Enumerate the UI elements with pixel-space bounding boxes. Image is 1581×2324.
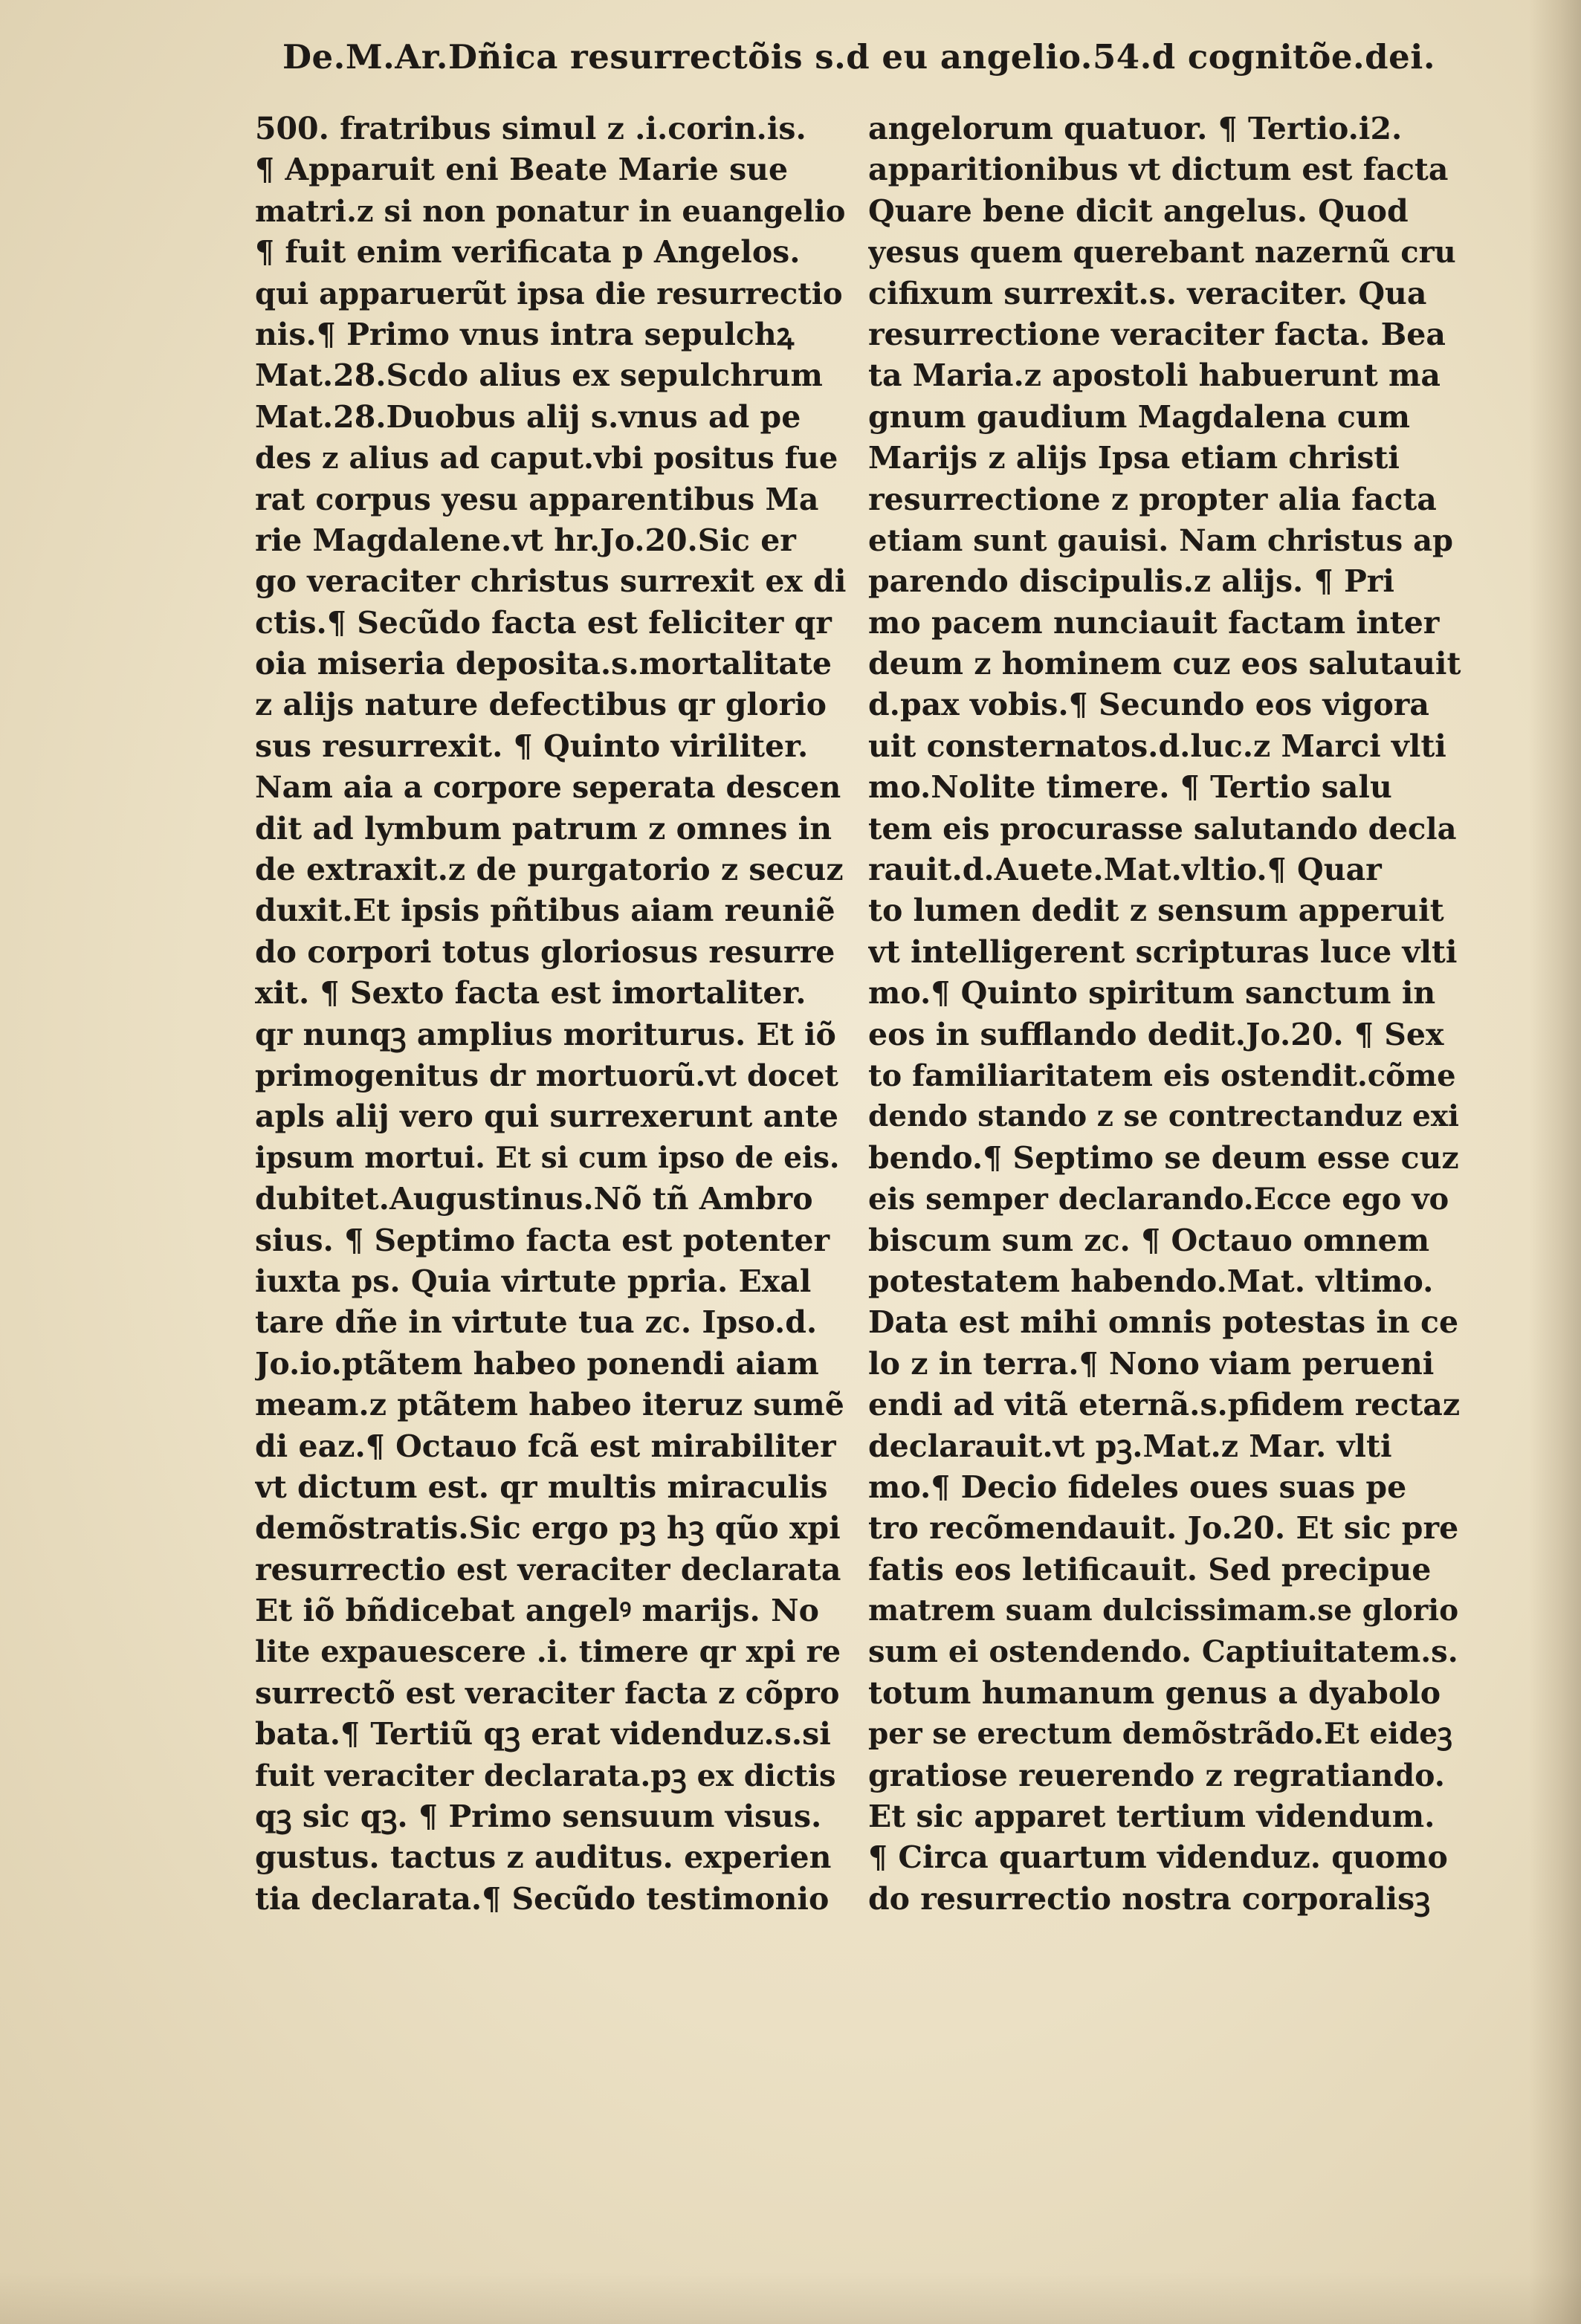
page-edge-shadow <box>1529 0 1581 2324</box>
text-line: vt intelligerent scripturas luce vlti <box>868 933 1458 970</box>
text-column-left <box>255 109 850 1920</box>
text-line: qui apparuerũt ipsa die resurrectio <box>255 276 843 311</box>
text-line: rat corpus yesu apparentibus Ma <box>255 481 819 517</box>
text-line: ¶ Apparuit eni Beate Marie sue <box>255 152 789 188</box>
text-line: yesus quem querebant nazernũ cru <box>868 235 1456 271</box>
text-line: oia miseria deposita.s.mortalitate <box>255 646 832 682</box>
text-line: meam.z ptãtem habeo iteruz sumẽ <box>255 1387 844 1423</box>
text-line: qꝫ sic qꝫ. ¶ Primo sensuum visus. <box>255 1799 822 1835</box>
text-line: Data est mihi omnis potestas in ce <box>868 1304 1459 1341</box>
text-line: angelorum quatuor. ¶ Tertio.i2. <box>868 111 1403 146</box>
text-line: demõstratis.Sic ergo pꝫ hꝫ qũo xpi <box>255 1510 841 1547</box>
text-line: Nam aia a corpore seperata descen <box>255 770 841 806</box>
text-line: rauit.d.Auete.Mat.vltio.¶ Quar <box>868 852 1382 888</box>
text-line: lo z in terra.¶ Nono viam perueni <box>868 1345 1435 1382</box>
text-line: mo pacem nunciauit factam inter <box>868 604 1440 641</box>
text-line: Et sic apparet tertium videndum. <box>868 1799 1435 1835</box>
text-line: tro recõmendauit. Jo.20. Et sic pre <box>868 1510 1459 1547</box>
text-line: primogenitus dr mortuorũ.vt docet <box>255 1058 838 1093</box>
text-line: mo.Nolite timere. ¶ Tertio salu <box>868 769 1392 806</box>
text-line: uit consternatos.d.luc.z Marci vlti <box>868 728 1446 764</box>
text-line: ta Maria.z apostoli habuerunt ma <box>868 357 1441 394</box>
text-line: lite expauescere .i. timere qr xpi re <box>255 1634 841 1670</box>
text-line: mo.¶ Decio fideles oues suas pe <box>868 1469 1407 1505</box>
text-line: Quare bene dicit angelus. Quod <box>868 192 1409 229</box>
text-line: d.pax vobis.¶ Secundo eos vigora <box>868 687 1429 723</box>
text-line: endi ad vitã eternã.s.pfidem rectaz <box>868 1387 1461 1423</box>
text-line: eis semper declarando.Ecce ego vo <box>868 1182 1449 1217</box>
text-line: tare dñe in virtute tua zc. Ipso.d. <box>255 1304 818 1341</box>
text-line: gnum gaudium Magdalena cum <box>868 398 1411 435</box>
text-line: declarauit.vt pꝫ.Mat.z Mar. vlti <box>868 1428 1392 1464</box>
text-line: apparitionibus vt dictum est facta <box>868 152 1449 188</box>
text-line: apls alij vero qui surrexerunt ante <box>255 1098 838 1135</box>
text-line: cifixum surrexit.s. veraciter. Qua <box>868 275 1427 311</box>
text-line: nis.¶ Primo vnus intra sepulchꝝ <box>255 316 795 352</box>
text-line: xit. ¶ Sexto facta est imortaliter. <box>255 975 806 1012</box>
text-line: tia declarata.¶ Secũdo testimonio <box>255 1880 830 1917</box>
text-line: surrectõ est veraciter facta z cõpro <box>255 1675 840 1711</box>
text-line: sius. ¶ Septimo facta est potenter <box>255 1222 830 1258</box>
text-line: matri.z si non ponatur in euangelio <box>255 193 846 229</box>
text-line: rie Magdalene.vt hr.Jo.20.Sic er <box>255 522 796 558</box>
text-line: eos in sufflando dedit.Jo.20. ¶ Sex <box>868 1016 1444 1052</box>
running-head: De.M.Ar.Dñica resurrectõis s.d eu angelio.54.d cognitõe.dei. <box>282 37 1436 77</box>
text-column-right <box>868 109 1463 1920</box>
text-line: do resurrectio nostra corporalisꝫ <box>868 1880 1431 1917</box>
text-line: go veraciter christus surrexit ex di <box>255 563 847 600</box>
text-line: matrem suam dulcissimam.se glorio <box>868 1593 1459 1628</box>
text-line: ¶ fuit enim verificata p Angelos. <box>255 234 801 271</box>
text-line: duxit.Et ipsis pñtibus aiam reuniẽ <box>255 893 835 929</box>
text-line: do corpori totus gloriosus resurre <box>255 933 835 970</box>
text-line: de extraxit.z de purgatorio z secuz <box>255 852 844 888</box>
text-line: iuxta ps. Quia virtute ppria. Exal <box>255 1263 812 1299</box>
text-line: Jo.io.ptãtem habeo ponendi aiam <box>255 1345 819 1382</box>
text-line: ctis.¶ Secũdo facta est feliciter qr <box>255 604 832 641</box>
text-line: to familiaritatem eis ostendit.cõme <box>868 1058 1456 1093</box>
text-line: Mat.28.Duobus alij s.vnus ad pe <box>255 398 801 435</box>
text-line: biscum sum zc. ¶ Octauo omnem <box>868 1222 1430 1258</box>
text-line: 500. fratribus simul z .i.corin.is. <box>255 111 806 146</box>
text-line: Mat.28.Scdo alius ex sepulchrum <box>255 357 823 394</box>
text-line: vt dictum est. qr multis miraculis <box>255 1469 828 1505</box>
text-line: ¶ Circa quartum videnduz. quomo <box>868 1839 1448 1876</box>
text-line: deum z hominem cuz eos salutauit <box>868 646 1461 682</box>
text-line: parendo discipulis.z alijs. ¶ Pri <box>868 563 1394 600</box>
text-line: gustus. tactus z auditus. experien <box>255 1839 832 1876</box>
text-line: des z alius ad caput.vbi positus fue <box>255 441 838 476</box>
text-line: z alijs nature defectibus qr glorio <box>255 687 827 723</box>
text-line: resurrectione z propter alia facta <box>868 481 1437 517</box>
text-line: gratiose reuerendo z regratiando. <box>868 1757 1446 1793</box>
text-line: potestatem habendo.Mat. vltimo. <box>868 1263 1434 1299</box>
text-line: resurrectione veraciter facta. Bea <box>868 316 1446 352</box>
page-bottom-shadow <box>0 2272 1581 2324</box>
text-line: dubitet.Augustinus.Nõ tñ Ambro <box>255 1181 813 1217</box>
text-line: tem eis procurasse salutando decla <box>868 811 1457 847</box>
text-line: di eaz.¶ Octauo fcã est mirabiliter <box>255 1428 836 1464</box>
text-line: Marijs z alijs Ipsa etiam christi <box>868 440 1400 476</box>
text-line: Et iõ bñdicebat angelꝰ marijs. No <box>255 1593 819 1629</box>
text-line: bata.¶ Tertiũ qꝫ erat videnduz.s.si <box>255 1716 831 1752</box>
text-line: fatis eos letificauit. Sed precipue <box>868 1551 1432 1587</box>
text-line: sus resurrexit. ¶ Quinto viriliter. <box>255 728 809 764</box>
text-line: ipsum mortui. Et si cum ipso de eis. <box>255 1140 840 1175</box>
text-line: to lumen dedit z sensum apperuit <box>868 893 1444 929</box>
text-line: bendo.¶ Septimo se deum esse cuz <box>868 1139 1459 1176</box>
text-line: mo.¶ Quinto spiritum sanctum in <box>868 975 1436 1012</box>
text-line: dendo stando z se contrectanduz exi <box>868 1099 1459 1134</box>
text-line: fuit veraciter declarata.pꝫ ex dictis <box>255 1758 836 1793</box>
text-line: sum ei ostendendo. Captiuitatem.s. <box>868 1634 1458 1670</box>
text-line: per se erectum demõstrãdo.Et eideꝫ <box>868 1717 1452 1752</box>
text-line: totum humanum genus a dyabolo <box>868 1674 1441 1711</box>
text-line: etiam sunt gauisi. Nam christus ap <box>868 522 1453 558</box>
text-line: resurrectio est veraciter declarata <box>255 1551 841 1587</box>
text-line: qr nunqꝫ amplius moriturus. Et iõ <box>255 1016 836 1052</box>
text-line: dit ad lymbum patrum z omnes in <box>255 810 832 847</box>
